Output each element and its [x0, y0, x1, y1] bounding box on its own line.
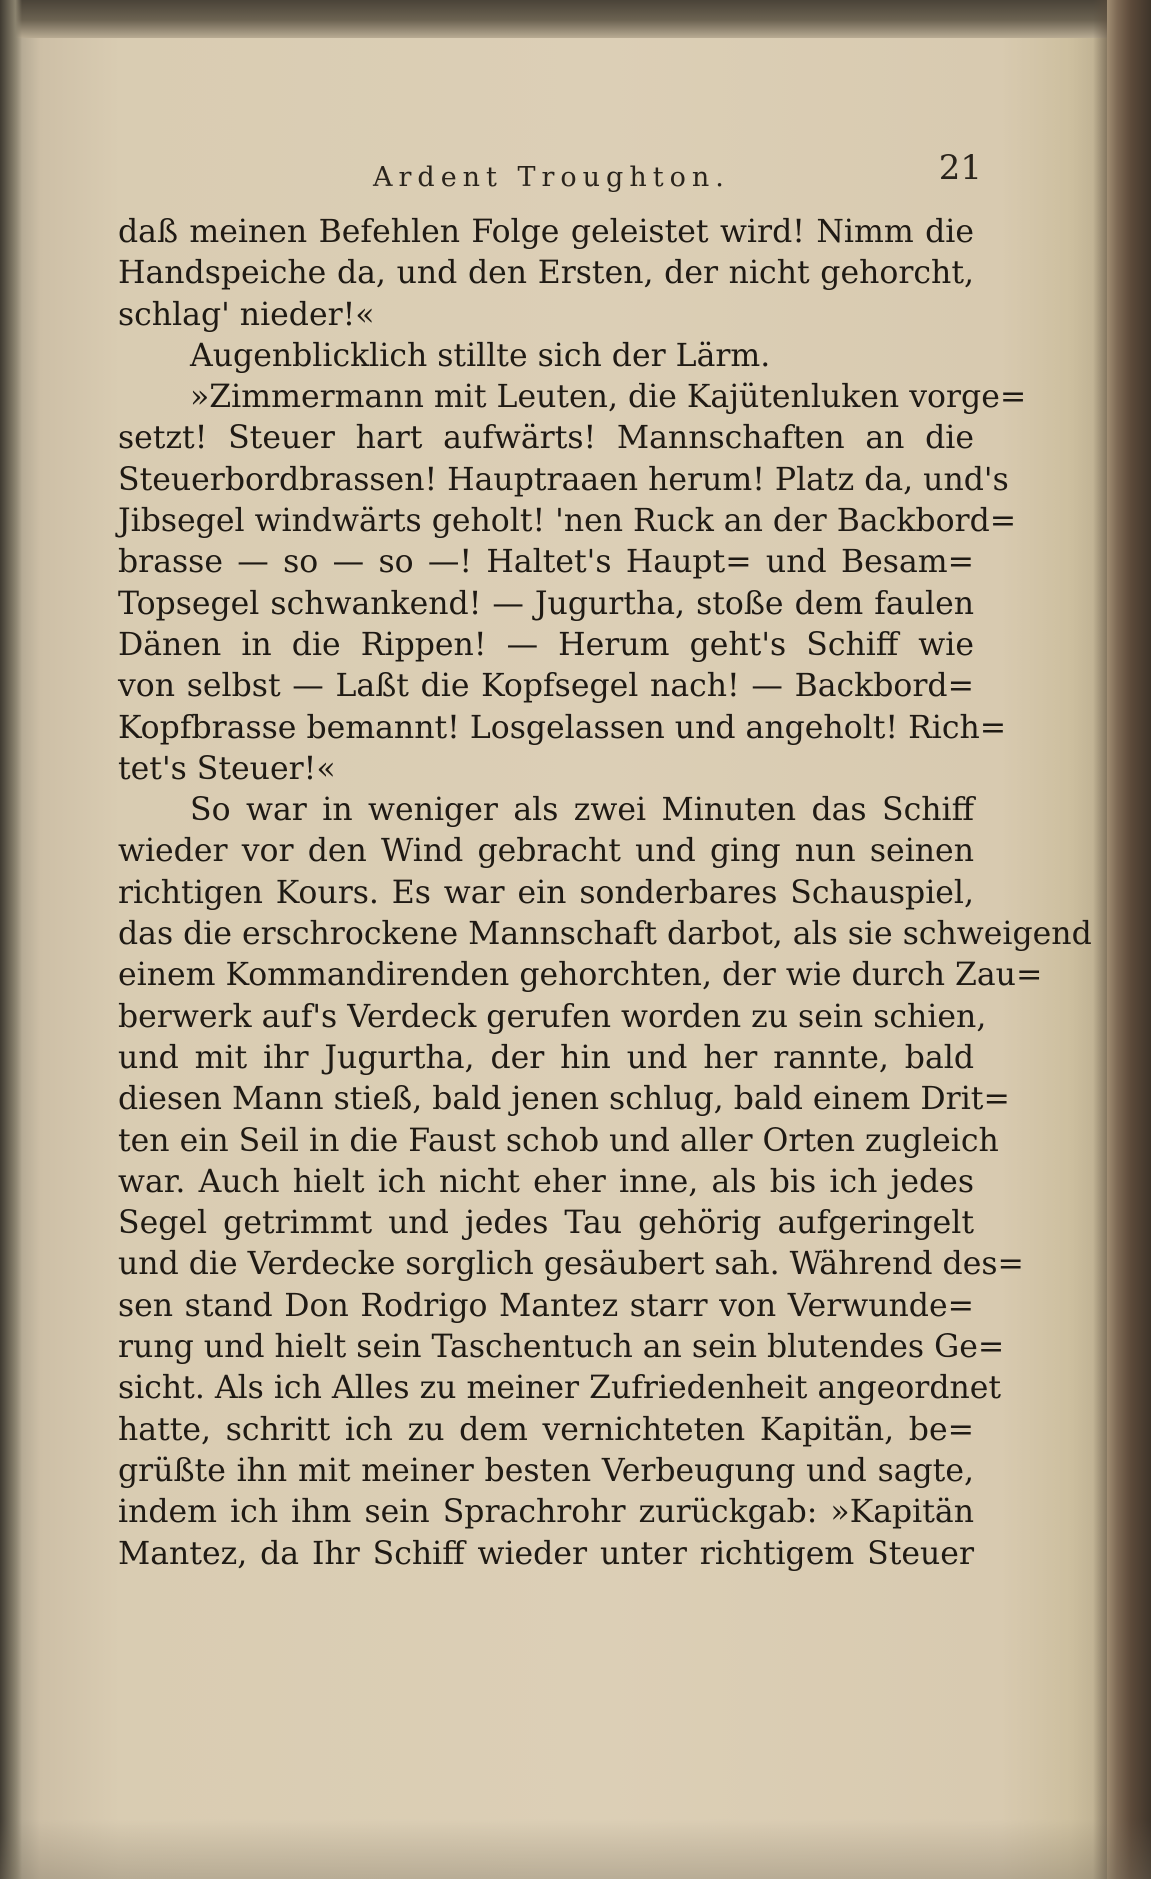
- text-line: wieder vor den Wind gebracht und ging nun seinen: [118, 833, 974, 870]
- text-line: Augenblicklich stillte sich der Lärm.: [190, 337, 771, 374]
- text-line: das die erschrockene Mannschaft darbot, als sie schweigend: [118, 916, 1092, 953]
- text-line: setzt! Steuer hart aufwärts! Mannschaften an die: [118, 420, 974, 457]
- text-line: diesen Mann stieß, bald jenen schlug, bald einem Drit=: [118, 1081, 1010, 1118]
- text-line: grüßte ihn mit meiner besten Verbeugung und sagte,: [118, 1452, 974, 1489]
- text-line: Mantez, da Ihr Schiff wieder unter richtigem Steuer: [118, 1535, 974, 1572]
- text-line: und die Verdecke sorglich gesäubert sah. Während des=: [118, 1246, 1024, 1283]
- binding-shadow-top: [0, 0, 1151, 38]
- text-line: Handspeiche da, und den Ersten, der nicht gehorcht,: [118, 255, 974, 292]
- text-line: »Zimmermann mit Leuten, die Kajütenluken vorge=: [190, 379, 1027, 416]
- text-line: von selbst — Laßt die Kopfsegel nach! — Backbord=: [118, 668, 974, 705]
- text-line: brasse — so — so —! Haltet's Haupt= und Besam=: [118, 544, 974, 581]
- text-line: und mit ihr Jugurtha, der hin und her rannte, bald: [118, 1039, 974, 1076]
- text-line: richtigen Kours. Es war ein sonderbares Schauspiel,: [118, 874, 974, 911]
- book-cover-edge: [1107, 0, 1151, 1879]
- book-page: [118, 148, 1092, 1575]
- text-line: daß meinen Befehlen Folge geleistet wird! Nimm die: [118, 214, 974, 250]
- text-line: Kopfbrasse bemannt! Losgelassen und angeholt! Rich=: [118, 709, 1007, 746]
- bottom-shading: [0, 1819, 1151, 1879]
- page-header: [118, 148, 982, 206]
- text-line: indem ich ihm sein Sprachrohr zurückgab: »Kapitän: [118, 1494, 974, 1531]
- text-line: ten ein Seil in die Faust schob und aller Orten zugleich: [118, 1122, 999, 1159]
- text-line: Steuerbordbrassen! Hauptraaen herum! Platz da, und's: [118, 461, 1009, 498]
- gutter-shadow-left: [0, 0, 22, 1879]
- text-line: hatte, schritt ich zu dem vernichteten Kapitän, be=: [118, 1411, 974, 1448]
- body-text: [118, 212, 1092, 1575]
- text-line: Segel getrimmt und jedes Tau gehörig aufgeringelt: [118, 1205, 974, 1242]
- text-line: war. Auch hielt ich nicht eher inne, als bis ich jedes: [118, 1163, 974, 1200]
- running-head: Ardent Troughton.: [373, 162, 730, 193]
- text-line: So war in weniger als zwei Minuten das Schiff: [190, 792, 974, 829]
- text-line: schlag' nieder!«: [118, 296, 375, 333]
- text-line: Dänen in die Rippen! — Herum geht's Schiff wie: [118, 626, 974, 663]
- text-line: rung und hielt sein Taschentuch an sein blutendes Ge=: [118, 1329, 1005, 1366]
- page-number: 21: [938, 148, 982, 188]
- text-line: Jibsegel windwärts geholt! 'nen Ruck an der Backbord=: [118, 503, 1017, 540]
- text-line: Topsegel schwankend! — Jugurtha, stoße dem faulen: [118, 585, 974, 622]
- text-line: berwerk auf's Verdeck gerufen worden zu sein schien,: [118, 998, 987, 1035]
- text-line: sicht. Als ich Alles zu meiner Zufriedenheit angeordnet: [118, 1370, 1002, 1407]
- text-line: einem Kommandirenden gehorchten, der wie durch Zau=: [118, 957, 1043, 994]
- text-line: tet's Steuer!«: [118, 750, 336, 787]
- page-edge-shadow: [1093, 0, 1107, 1879]
- text-line: sen stand Don Rodrigo Mantez starr von Verwunde=: [118, 1287, 974, 1324]
